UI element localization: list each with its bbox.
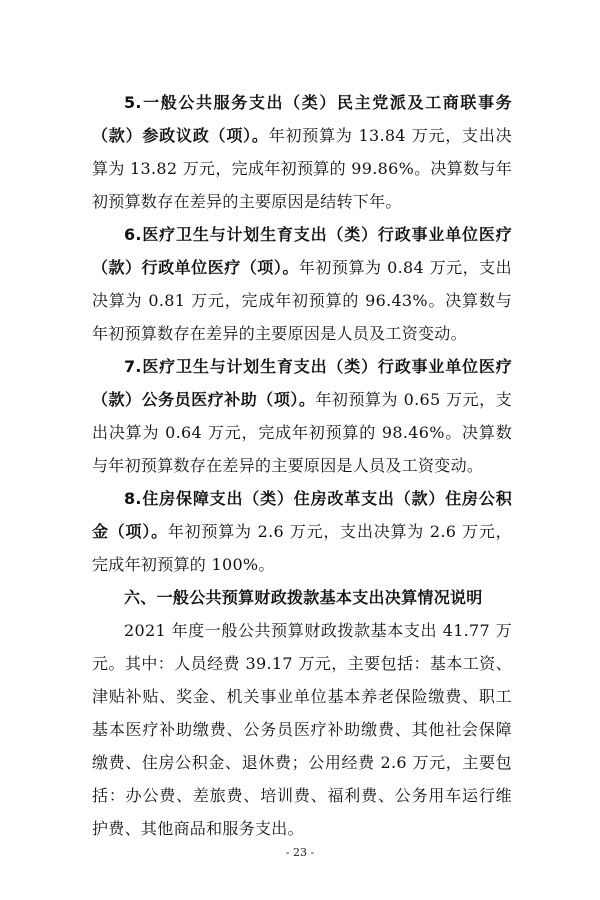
paragraph-item-7	[92, 350, 512, 482]
section-title: 六、一般公共预算财政拨款基本支出决算情况说明	[124, 588, 483, 607]
paragraph-body: 年初预算为 13.84 万元，支出决算为 13.82 万元，完成年初预算的 99.86%。决算数与年初预算数存在差异的主要原因是结转下年。	[92, 126, 512, 211]
paragraph-heading: 5.一般公共服务支出（类）民主党派及工商联事务（款）参政议政（项）。	[92, 93, 512, 145]
paragraph-item-8	[92, 482, 512, 581]
paragraph-body: 年初预算为 0.65 万元，支出决算为 0.64 万元，完成年初预算的 98.46%。决算数与年初预算数存在差异的主要原因是人员及工资变动。	[92, 390, 512, 475]
paragraph-item-5	[92, 86, 512, 218]
paragraph-body: 年初预算为 0.84 万元，支出决算为 0.81 万元，完成年初预算的 96.43%。决算数与年初预算数存在差异的主要原因是人员及工资变动。	[92, 258, 512, 343]
page-content	[92, 86, 512, 845]
page-number: - 23 -	[285, 846, 315, 859]
paragraph-heading: 7.医疗卫生与计划生育支出（类）行政事业单位医疗（款）公务员医疗补助（项）。	[92, 357, 512, 409]
paragraph-body: 年初预算为 2.6 万元，支出决算为 2.6 万元，完成年初预算的 100%。	[92, 522, 512, 574]
paragraph-item-6	[92, 218, 512, 350]
section-body: 2021 年度一般公共预算财政拨款基本支出 41.77 万元。其中：人员经费 39.17 万元，主要包括：基本工资、津贴补贴、奖金、机关事业单位基本养老保险缴费、职工基本医疗补助缴费、公务员医疗补助缴费、其他社会保障缴费、住房公积金、退休费；公用经费 2.6 万元，主要包括：办公费、差旅费、培训费、福利费、公务用车运行维护费、其他商品和服务支出。	[92, 621, 512, 838]
paragraph-heading: 6.医疗卫生与计划生育支出（类）行政事业单位医疗（款）行政单位医疗（项）。	[92, 225, 512, 277]
paragraph-heading: 8.住房保障支出（类）住房改革支出（款）住房公积金（项）。	[92, 489, 512, 541]
